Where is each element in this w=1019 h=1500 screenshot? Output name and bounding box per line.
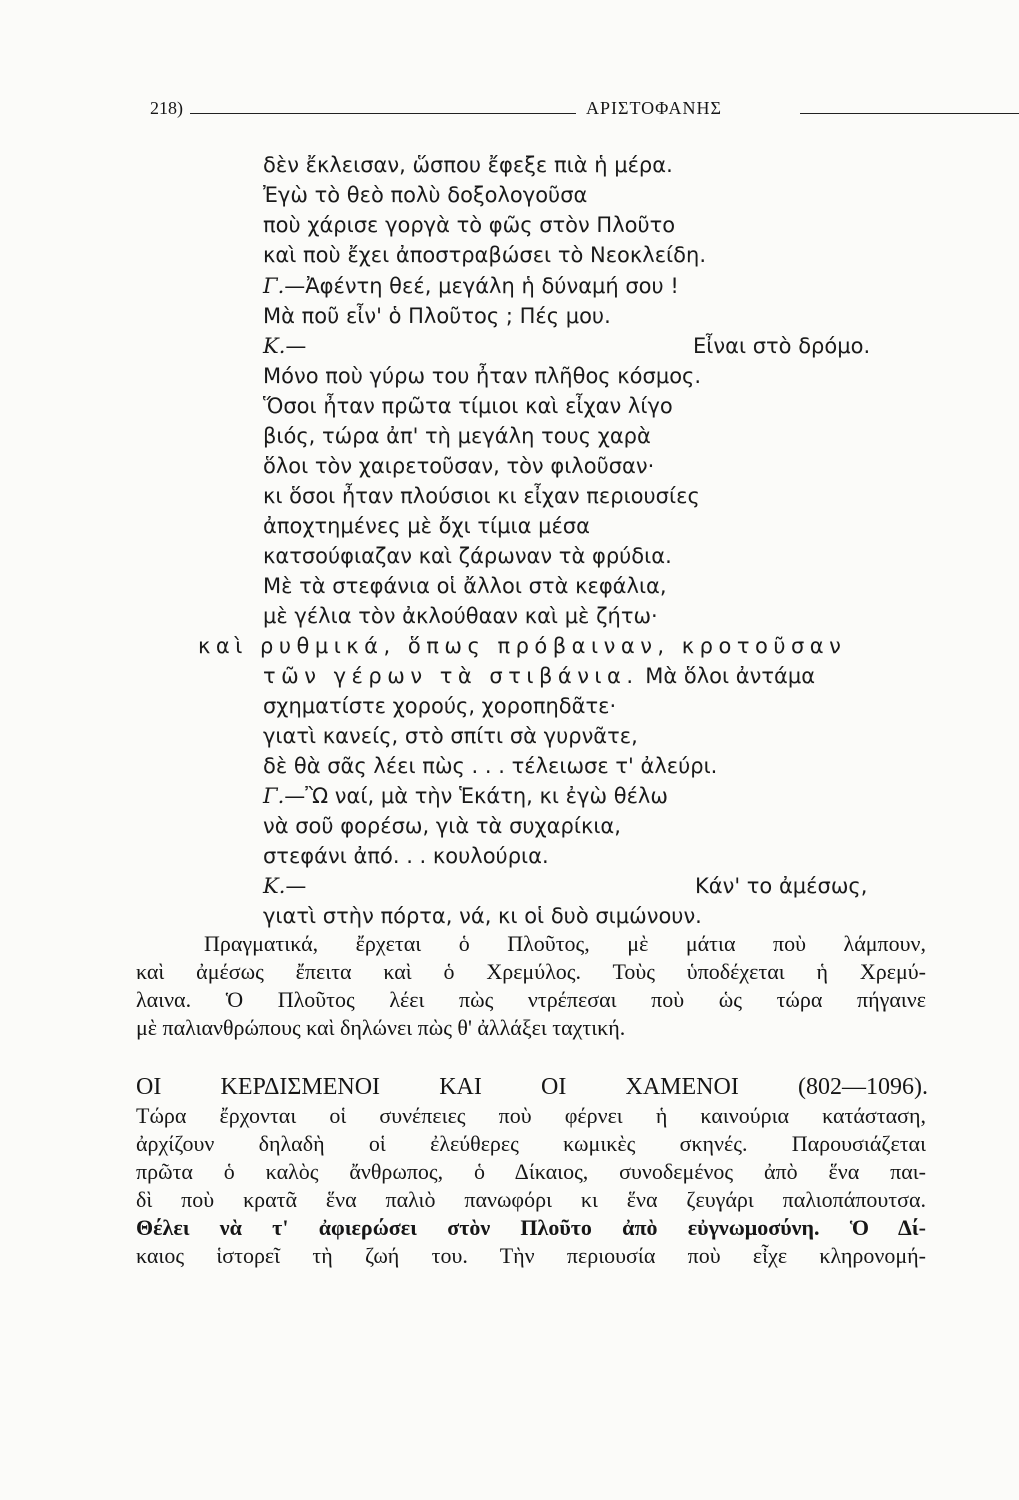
paragraph-line: καιος ἱστορεῖ τὴ ζωή του. Τὴν περιουσία ποὺ εἶχε κληρονομή- bbox=[136, 1243, 926, 1268]
verse-line: Ὅσοι ἦταν πρῶτα τίμιοι καὶ εἶχαν λίγο bbox=[263, 394, 673, 418]
page-number: 218) bbox=[150, 98, 183, 118]
verse-line: γιατὶ στὴν πόρτα, νά, κι οἱ δυὸ σιμώνουν. bbox=[263, 904, 702, 928]
speaker-dash: — bbox=[285, 874, 307, 898]
verse-line: γιατὶ κανείς, στὸ σπίτι σὰ γυρνᾶτε, bbox=[263, 724, 638, 748]
verse-line: μὲ γέλια τὸν ἀκλούθααν καὶ μὲ ζήτω· bbox=[263, 604, 658, 628]
verse-line: ἀποχτημένες μὲ ὄχι τίμια μέσα bbox=[263, 514, 590, 538]
verse-text: —Ὢ ναί, μὰ τὴν Ἑκάτη, κι ἐγὼ θέλω bbox=[284, 784, 668, 808]
speaker-label: Κ. bbox=[263, 334, 286, 358]
verse-line: κατσούφιαζαν καὶ ζάρωναν τὰ φρύδια. bbox=[263, 544, 672, 568]
verse-line: καὶ ποὺ ἔχει ἀποστραβώσει τὸ Νεοκλείδη. bbox=[263, 243, 706, 267]
verse-line: Μόνο ποὺ γύρω του ἦταν πλῆθος κόσμος. bbox=[263, 364, 702, 388]
summary-paragraph bbox=[136, 930, 926, 1042]
verse-line: σχηματίστε χορούς, χοροπηδᾶτε· bbox=[263, 694, 617, 718]
verse-line: ὅλοι τὸν χαιρετοῦσαν, τὸν φιλοῦσαν· bbox=[263, 454, 655, 478]
speaker-label: Γ. bbox=[263, 784, 285, 808]
verse-line: Ἐγὼ τὸ θεὸ πολὺ δοξολογοῦσα bbox=[263, 183, 588, 207]
paragraph-line: ἀρχίζουν δηλαδὴ οἱ ἐλεύθερες κωμικὲς σκηνές. Παρουσιάζεται bbox=[136, 1131, 926, 1156]
paragraph-line: πρῶτα ὁ καλὸς ἄνθρωπος, ὁ Δίκαιος, συνοδεμένος ἀπὸ ἕνα παι- bbox=[136, 1159, 926, 1184]
verse-text-spaced: τῶν γέρων τὰ στιβάνια. bbox=[263, 664, 639, 688]
verse-line bbox=[263, 661, 815, 691]
verse-text: —Ἀφέντη θεέ, μεγάλη ἡ δύναμή σου ! bbox=[284, 274, 679, 298]
verse-line: ποὺ χάρισε γοργὰ τὸ φῶς στὸν Πλοῦτο bbox=[263, 213, 676, 237]
speaker-dash: — bbox=[285, 334, 307, 358]
verse-line bbox=[263, 331, 943, 361]
paragraph-line: καὶ ἀμέσως ἔπειτα καὶ ὁ Χρεμύλος. Τοὺς ὑποδέχεται ἡ Χρεμύ- bbox=[136, 959, 926, 984]
verse-line bbox=[263, 271, 679, 301]
verse-line: Μὰ ποῦ εἶν' ὁ Πλοῦτος ; Πές μου. bbox=[263, 304, 611, 328]
paragraph-line: μὲ παλιανθρώπους καὶ δηλώνει πὼς θ' ἀλλάξει ταχτική. bbox=[136, 1015, 626, 1040]
verse-line: νὰ σοῦ φορέσω, γιὰ τὰ συχαρίκια, bbox=[263, 814, 621, 838]
verse-line bbox=[263, 871, 943, 901]
section-paragraph bbox=[136, 1102, 926, 1270]
header-rule-left bbox=[190, 113, 576, 114]
paragraph-line: Τώρα ἔρχονται οἱ συνέπειες ποὺ φέρνει ἡ καινούρια κατάσταση, bbox=[136, 1103, 926, 1128]
speaker-label: Γ. bbox=[263, 274, 285, 298]
verse-line bbox=[263, 781, 668, 811]
verse-line: στεφάνι ἀπό. . . κουλούρια. bbox=[263, 844, 549, 868]
verse-text: Κάν' το ἀμέσως, bbox=[695, 874, 868, 898]
speaker-label: Κ. bbox=[263, 874, 286, 898]
verse-line: καὶ ρυθμικά, ὅπως πρόβαιναν, κροτοῦσαν bbox=[198, 634, 847, 658]
verse-line: βιός, τώρα ἀπ' τὴ μεγάλη τους χαρὰ bbox=[263, 424, 651, 448]
paragraph-line: Πραγματικά, ἔρχεται ὁ Πλοῦτος, μὲ μάτια ποὺ λάμπουν, bbox=[204, 931, 926, 956]
verse-line: κι ὅσοι ἦταν πλούσιοι κι εἶχαν περιουσίες bbox=[263, 484, 700, 508]
running-title: ΑΡΙΣΤΟΦΑΝΗΣ bbox=[586, 98, 722, 118]
verse-line: Μὲ τὰ στεφάνια οἱ ἄλλοι στὰ κεφάλια, bbox=[263, 574, 667, 598]
section-heading: ΟΙ ΚΕΡΔΙΣΜΕΝΟΙ ΚΑΙ ΟΙ ΧΑΜΕΝΟΙ (802—1096). bbox=[136, 1074, 928, 1100]
verse-line: δὲ θὰ σᾶς λέει πὼς . . . τέλειωσε τ' ἀλεύρι. bbox=[263, 754, 718, 778]
verse-text: Μὰ ὅλοι ἀντάμα bbox=[645, 664, 816, 688]
verse-text: Εἶναι στὸ δρόμο. bbox=[693, 334, 871, 358]
verse-line: δὲν ἔκλεισαν, ὥσπου ἔφεξε πιὰ ἡ μέρα. bbox=[263, 153, 673, 177]
paragraph-line: Θέλει νὰ τ' ἀφιερώσει στὸν Πλοῦτο ἀπὸ εὐγνωμοσύνη. Ὁ Δί- bbox=[136, 1215, 926, 1240]
paragraph-line: δὶ ποὺ κρατᾶ ἕνα παλιὸ πανωφόρι κι ἕνα ζευγάρι παλιοπάπουτσα. bbox=[136, 1187, 926, 1212]
header-rule-right bbox=[800, 113, 1019, 114]
paragraph-line: λαινα. Ὁ Πλοῦτος λέει πὼς ντρέπεσαι ποὺ ὡς τώρα πήγαινε bbox=[136, 987, 926, 1012]
running-header bbox=[150, 98, 950, 122]
